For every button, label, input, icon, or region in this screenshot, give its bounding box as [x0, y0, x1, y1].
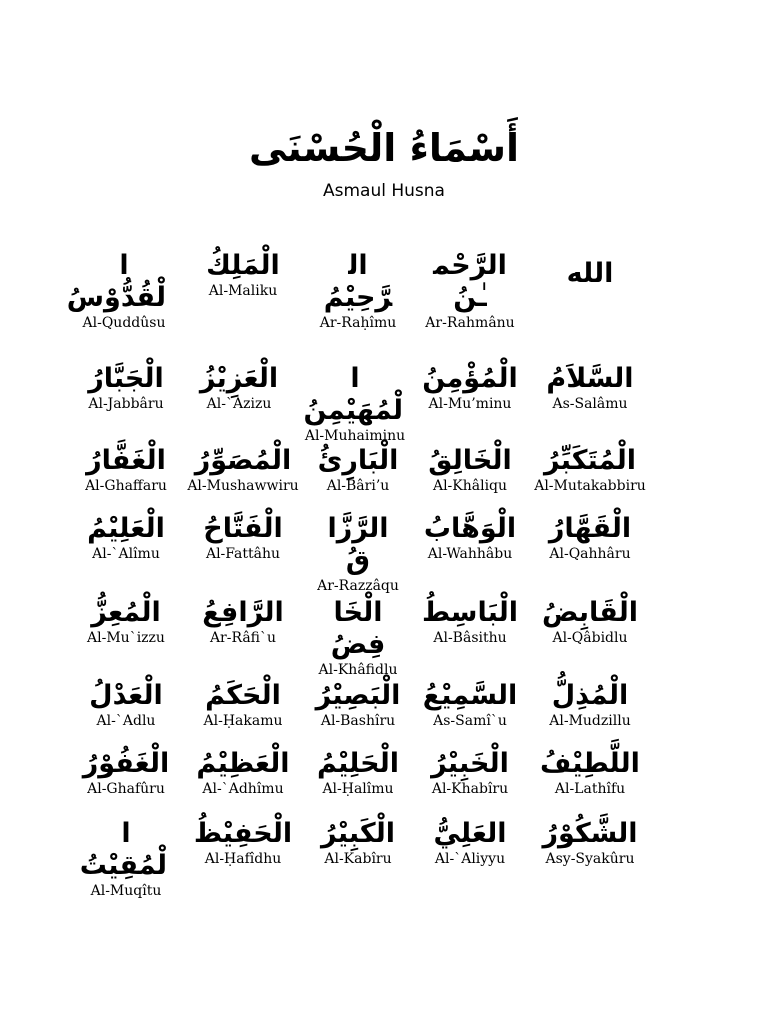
arabic-name: الْغَفَّارُ — [86, 445, 166, 476]
name-cell — [183, 445, 303, 495]
name-cell — [410, 363, 530, 413]
name-cell — [66, 363, 186, 413]
arabic-name: الْمُتَكَبِّرُ — [543, 445, 637, 476]
arabic-name: الْقَابِضُ — [542, 597, 638, 628]
name-cell — [183, 818, 303, 868]
arabic-name: الرَّحْمـٰنُ — [433, 250, 507, 313]
arabic-name: السَّلاَمُ — [546, 363, 634, 394]
arabic-name: الْعَظِيْمُ — [196, 748, 290, 779]
name-cell — [530, 513, 650, 563]
name-cell — [295, 363, 415, 445]
arabic-name: العَلِيُّ — [433, 818, 507, 849]
latin-name: Al-Muqîtu — [90, 883, 162, 899]
name-cell — [66, 680, 186, 730]
name-cell — [183, 250, 303, 300]
arabic-name: الْعَزِيْزُ — [199, 363, 279, 394]
latin-name: Al-Khabîru — [431, 781, 509, 797]
name-cell — [183, 513, 303, 563]
arabic-name: الْخَافِضُ — [330, 597, 386, 660]
name-cell — [66, 513, 186, 563]
latin-name: Al-Maliku — [208, 283, 278, 299]
arabic-name: الرَّزَّاقُ — [327, 513, 389, 576]
name-cell — [183, 597, 303, 647]
name-cell — [298, 680, 418, 730]
name-cell — [64, 250, 184, 332]
latin-name: Al-Mu’minu — [428, 396, 512, 412]
arabic-name: الرَّافِعُ — [202, 597, 284, 628]
name-cell — [530, 445, 650, 495]
name-cell — [410, 445, 530, 495]
latin-name: Al-Ḥalîmu — [322, 781, 394, 797]
latin-name: Al-Bâsithu — [433, 630, 507, 646]
arabic-name: الْمَلِكُ — [206, 250, 280, 281]
arabic-name: الْقَهَّارُ — [548, 513, 632, 544]
name-cell — [410, 818, 530, 868]
latin-name: Al-Ghafûru — [87, 781, 165, 797]
latin-name: Al-Mu`izzu — [87, 630, 165, 646]
arabic-name: الْمُصَوِّرُ — [194, 445, 292, 476]
arabic-name: الْقُدُّوْسُ — [66, 250, 166, 313]
arabic-name: الْفَتَّاحُ — [203, 513, 283, 544]
name-cell — [183, 748, 303, 798]
arabic-name: الْمُهَيْمِنُ — [303, 363, 403, 426]
latin-name: Al-Muhaiminu — [304, 428, 406, 444]
latin-name: As-Samî`u — [433, 713, 507, 729]
latin-name: Al-Quddûsu — [82, 315, 166, 331]
arabic-name: الْبَصِيْرُ — [315, 680, 401, 711]
name-cell — [410, 680, 530, 730]
latin-name: Al-`Aliyyu — [434, 851, 506, 867]
name-cell — [183, 680, 303, 730]
arabic-name: الْحَلِيْمُ — [316, 748, 400, 779]
arabic-name: الْخَالِقُ — [428, 445, 512, 476]
latin-name: Al-Qâbidlu — [552, 630, 628, 646]
name-cell — [298, 513, 418, 595]
latin-name: Al-Jabbâru — [88, 396, 164, 412]
latin-name: Al-Khâfidlu — [318, 662, 398, 678]
latin-name: As-Salâmu — [552, 396, 628, 412]
arabic-name: الْوَهَّابُ — [423, 513, 517, 544]
name-cell — [298, 818, 418, 868]
latin-name: Al-Mutakabbiru — [534, 478, 646, 494]
name-cell — [66, 748, 186, 798]
name-cell — [298, 597, 418, 679]
latin-name: Al-Mushawwiru — [187, 478, 299, 494]
name-cell — [530, 818, 650, 868]
arabic-name: الْحَكَمُ — [205, 680, 281, 711]
latin-name: Asy-Syakûru — [545, 851, 635, 867]
arabic-name: الْمُقِيْتُ — [79, 818, 167, 881]
name-cell — [179, 363, 299, 413]
name-cell — [530, 250, 650, 290]
latin-name: Al-`Azizu — [206, 396, 272, 412]
name-cell — [298, 250, 418, 332]
arabic-name: الْمُذِلُّ — [551, 680, 629, 711]
name-cell — [530, 597, 650, 647]
name-cell — [530, 748, 650, 798]
name-cell — [298, 445, 418, 495]
latin-name: Ar-Razzâqu — [317, 578, 399, 594]
latin-name: Ar-Raḥîmu — [319, 315, 397, 331]
arabic-name: الشَّكُوْرُ — [542, 818, 638, 849]
name-cell — [66, 818, 186, 900]
latin-name: Al-Wahhâbu — [427, 546, 513, 562]
arabic-name: الْحَفِيْظُ — [193, 818, 293, 849]
latin-name: Al-Kabîru — [324, 851, 392, 867]
latin-name: Al-Ḥafîdhu — [204, 851, 282, 867]
name-cell — [298, 748, 418, 798]
arabic-name: الْكَبِيْرُ — [321, 818, 395, 849]
name-cell — [66, 597, 186, 647]
latin-name: Al-Mudzillu — [549, 713, 631, 729]
page-title: أَسْمَاءُ الْحُسْنَى — [248, 126, 520, 170]
arabic-name: الرَّحِيْمُ — [323, 250, 393, 313]
arabic-name: الْجَبَّارُ — [88, 363, 164, 394]
arabic-name: الْغَفُوْرُ — [82, 748, 170, 779]
arabic-name: الْعَلِيْمُ — [87, 513, 165, 544]
latin-name: Ar-Rahmânu — [425, 315, 515, 331]
arabic-name: الْخَبِيْرُ — [431, 748, 509, 779]
name-cell — [530, 363, 650, 413]
name-cell — [410, 748, 530, 798]
latin-name: Al-Bâri’u — [326, 478, 390, 494]
arabic-name: الْمُؤْمِنُ — [422, 363, 518, 394]
latin-name: Al-Qahhâru — [549, 546, 631, 562]
latin-name: Al-Khâliqu — [432, 478, 508, 494]
name-cell — [66, 445, 186, 495]
name-cell — [410, 597, 530, 647]
arabic-name: الْبَارِئُ — [317, 445, 399, 476]
latin-name: Al-Bashîru — [320, 713, 396, 729]
arabic-name: الْبَاسِطُ — [421, 597, 519, 628]
arabic-name: اللَّطِيْفُ — [540, 748, 640, 779]
latin-name: Ar-Râfi`u — [209, 630, 277, 646]
latin-name: Al-Fattâhu — [205, 546, 281, 562]
latin-name: Al-Ghaffaru — [85, 478, 167, 494]
latin-name: Al-`Adhîmu — [202, 781, 284, 797]
name-cell — [530, 680, 650, 730]
latin-name: Al-Lathîfu — [554, 781, 626, 797]
page-subtitle: Asmaul Husna — [323, 181, 445, 201]
arabic-name: الْمُعِزُّ — [91, 597, 161, 628]
latin-name: Al-`Alîmu — [92, 546, 160, 562]
arabic-name: السَّمِيْعُ — [422, 680, 518, 711]
arabic-name: الله — [566, 258, 614, 289]
latin-name: Al-`Adlu — [96, 713, 156, 729]
latin-name: Al-Ḥakamu — [203, 713, 283, 729]
name-cell — [410, 513, 530, 563]
name-cell — [410, 250, 530, 332]
arabic-name: الْعَدْلُ — [89, 680, 163, 711]
